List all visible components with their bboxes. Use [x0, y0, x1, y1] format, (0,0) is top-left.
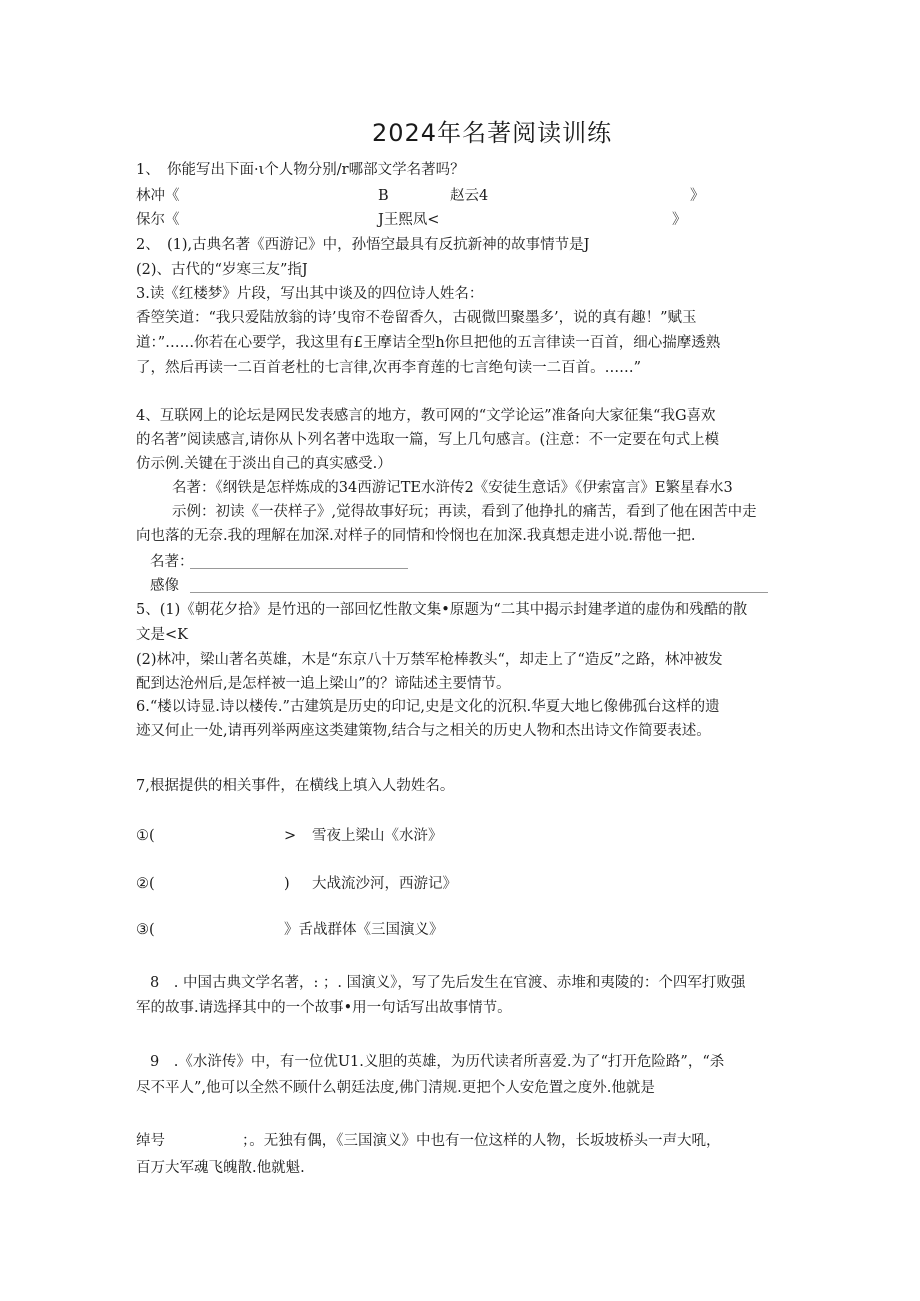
- q6-p2: 迹又何止一处,请再列举两座这类建策物,结合与之相关的历史人物和杰出诗文作简要表述。: [136, 723, 711, 739]
- q1-row1-d: 》: [690, 188, 705, 204]
- q7-item-num: ①(: [136, 828, 155, 844]
- q4-p1: 4、互联网上的论坛是网民发表感言的地方，教可网的“文学论运”准备向大家征集“我G喜欢: [136, 408, 716, 424]
- q5-p3: (2)林冲，梁山著名英雄，木是“东京八十万禁军枪棒教头“，却走上了“造反”之路，林冲被发: [136, 652, 723, 668]
- q7-item-close: 》舌战群体《三国演义》: [284, 922, 444, 938]
- q4-book-answer-line[interactable]: [190, 568, 408, 569]
- q1-row2-b: J王熙凤<: [378, 212, 440, 228]
- q7-item-text: 雪夜上梁山《水浒》: [312, 828, 443, 844]
- q5-p1: 5、(1)《朝花夕拾》是竹迅的一部回忆性散文集•原题为“二其中揭示封建孝道的虚伪和残酷的散: [136, 602, 748, 618]
- q6-p1: 6.“楼以诗显.诗以楼传.”古建筑是历史的印记,史是文化的沉积.华夏大地匕像佛孤台这样的遗: [136, 699, 720, 715]
- q3-p2: 道：”……你若在心要学，我这里有£王摩诘全型h你旦把他的五言律读一百首，细心揣摩透熟: [136, 335, 721, 351]
- q9-p2: 尽不平人”,他可以全然不顾什么朝廷法度,佛门清规.更把个人安危置之度外.他就是: [136, 1080, 655, 1096]
- q1-row1-b: B: [378, 188, 389, 204]
- q1-row1-a: 林冲《: [136, 188, 180, 204]
- q8-p1: 8 . 中国古典文学名著，: ；. 国演义》，写了先后发生在官渡、赤堆和夷陵的：个四军打败强: [150, 975, 746, 991]
- q1-stem: 1、 你能写出下面·ι个人物分别/r哪部文学名著吗？: [136, 162, 465, 178]
- q4-feel-answer-line[interactable]: [190, 592, 768, 593]
- q1-row2-d: 》: [672, 212, 687, 228]
- q3-stem: 3.读《红楼梦》片段，写出其中谈及的四位诗人姓名：: [136, 286, 484, 302]
- q2-line2: (2)、古代的“岁寒三友”指J: [136, 262, 308, 278]
- q4-feel-label: 感像: [150, 578, 179, 594]
- q4-example-line2: 向也落的无奈.我的理解在加深.对样子的同情和怜悯也在加深.我真想走进小说.帮他一把.: [136, 528, 696, 544]
- q1-row2-a: 保尔《: [136, 212, 180, 228]
- q7-item-num: ②(: [136, 876, 155, 892]
- q5-p2: 文是<K: [136, 627, 188, 643]
- q2-line1: 2、 (1),古典名著《西游记》中，孙悟空最具有反抗新神的故事情节是J: [136, 237, 590, 253]
- q4-books: 名著：《纲铁是怎样炼成的34西游记TE水浒传2《安徒生意话》《伊索富言》E繁星春水3: [172, 480, 733, 496]
- q1-row1-c: 赵云4: [450, 188, 489, 204]
- page-title: 2024年名著阅读训练: [372, 119, 613, 147]
- q5-p4: 配到达沧州后,是怎样被一追上梁山”的？谛陆述主要情节。: [136, 676, 511, 692]
- q9-p4: 百万大军魂飞魄散.他就魁.: [136, 1160, 305, 1176]
- q7-item-close: ): [284, 876, 290, 892]
- q4-example-line1: 示例：初读《一茯样子》,觉得故事好玩；再读，看到了他挣扎的痛苦，看到了他在困苦中走: [172, 504, 757, 520]
- q4-p2: 的名著”阅读感言,请你从卜列名著中选取一篇，写上几句感言。(注意：不一定要在句式上模: [136, 432, 720, 448]
- q3-p1: 香箜笑道：“我只爱陆放翁的诗’曳帘不卷留香久，古砚微凹聚墨多’，说的真有趣！”赋玉: [136, 310, 697, 326]
- q7-item-close: >: [284, 828, 297, 844]
- q8-p2: 军的故事.请选择其中的一个故事•用一句话写出故事情节。: [136, 1000, 512, 1016]
- q7-stem: 7,根据提供的相关事件，在横线上填入人勃姓名。: [136, 778, 455, 794]
- q7-item-num: ③(: [136, 922, 155, 938]
- q9-p3b: ；。无独有偶，《三国演义》中也有一位这样的人物，长坂坡桥头一声大吼，: [242, 1133, 721, 1149]
- q3-p3: 了，然后再读一二百首老杜的七言律,次再李育莲的七言绝句读一二百首。……”: [136, 360, 642, 376]
- q9-p1: 9 .《水浒传》中，有一位优U1.义胆的英雄，为历代读者所喜爱.为了“打开危险路”，“杀: [150, 1054, 725, 1070]
- q7-item-text: 大战流沙河，西游记》: [312, 876, 457, 892]
- q4-p3: 仿示例.关键在于淡出自己的真实感受.）: [136, 456, 392, 472]
- q9-p3a: 绰号: [136, 1133, 165, 1149]
- q4-book-label: 名著：: [150, 554, 194, 570]
